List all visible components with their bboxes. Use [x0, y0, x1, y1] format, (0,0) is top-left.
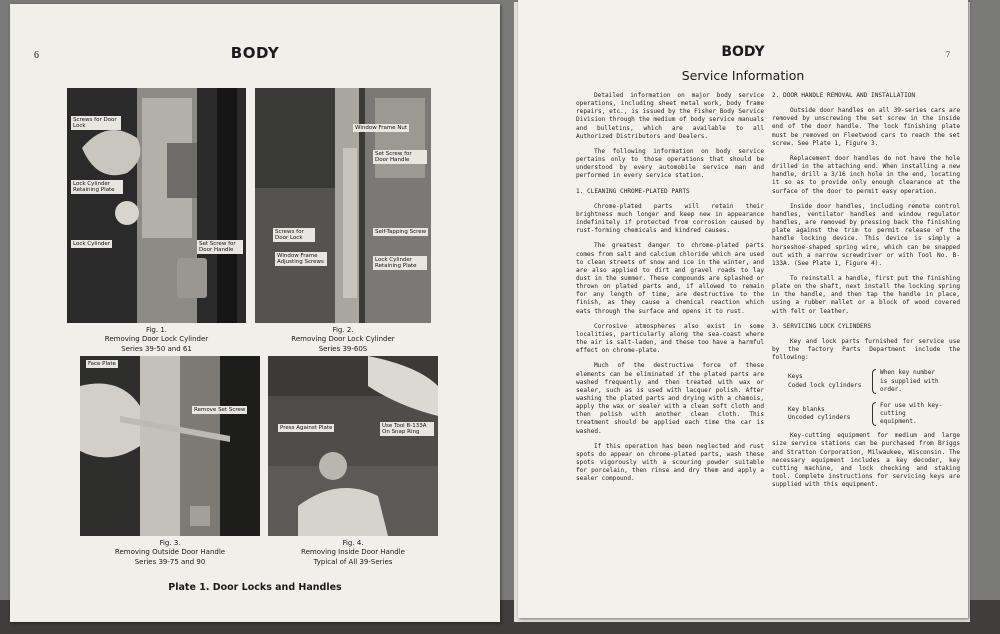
paragraph: Much of the destructive force of these elements can be eliminated if the plated parts are washed frequently and then treated with wax or sealer, such as is used with lacquer polish. After washing the plated parts and drying with a chamois, apply the wax or sealer with a clean soft cloth and then polish with another clean cloth. This treatment should be applied each time the car is washed. [576, 362, 764, 435]
label-self-tapping-screw: Self-Tapping Screw [375, 229, 427, 235]
section-heading: 3. SERVICING LOCK CYLINDERS [772, 322, 872, 330]
figure-4-photo [268, 356, 438, 536]
label-press-against-plate: Press Against Plate [280, 425, 333, 431]
label-use-tool-b133a: Use Tool B-133A On Snap Ring [380, 422, 434, 436]
paragraph: The following information on body service pertains only to those operations that should be understood by every automobile service man and performed in every service station. [576, 147, 764, 180]
key-note: When key number is supplied with order. [880, 369, 939, 393]
label-lock-cylinder-retaining-plate: Lock Cylinder Retaining Plate [71, 180, 123, 194]
brace [872, 402, 876, 426]
paragraph: Detailed information on major body service operations, including sheet metal work, body frame repairs, etc., is issued by the Fisher Body Service Division through the medium of body service manuals and bulletins, which are available to all Authorized Distributors and Dealers. [576, 92, 764, 140]
label-lock-cylinder-retaining-plate: Lock Cylinder Retaining Plate [373, 256, 427, 270]
label-screws-for-door-lock: Screws for Door Lock [71, 116, 121, 130]
page-title: BODY [230, 44, 280, 62]
key-note: For use with key-cutting equipment. [880, 401, 943, 426]
paragraph: The greatest danger to chrome-plated parts comes from salt and calcium chloride which are used to clean streets of snow and ice in the winter, and are also applied to dirt and gravel roads to lay dust in the summer. These compounds are splashed or thrown on plated parts and, if allowed to remain for any length of time, are destructive to the finish, as they cause a chemical reaction which eats through the surface and opens it to rust. [576, 242, 764, 315]
paragraph: Outside door handles on all 39-series cars are removed by unscrewing the set screw in the inside end of the door handle. The lock finishing plate must be removed on Fleetwood cars to reach the set screw. See Plate 1, Figure 3. [772, 107, 960, 147]
figure-4-caption: Fig. 4. Removing Inside Door Handle Typical of All 39-Series [301, 539, 405, 566]
section-heading: 2. DOOR HANDLE REMOVAL AND INSTALLATION [772, 92, 916, 99]
label-lock-cylinder: Lock Cylinder [73, 241, 111, 247]
key-item: Uncoded cylinders [788, 414, 851, 422]
label-window-frame-adjusting-screws: Window Frame Adjusting Screws [275, 252, 327, 266]
figure-2-caption: Fig. 2. Removing Door Lock Cylinder Series 39-60S [291, 326, 395, 353]
brace [872, 369, 876, 393]
paragraph: Key-cutting equipment for medium and large size service stations can be purchased from Briggs and Stratton Corporation, Milwaukee, Wisconsin. The necessary equipment includes a key decoder, key cutting machine, and lock checking and staking tool. Complete instructions for servicing keys are supplied with this equipment. [772, 432, 960, 489]
figure-2-photo [255, 88, 431, 323]
label-remove-set-screw: Remove Set Screw [194, 407, 246, 413]
label-set-screw-for-door-handle: Set Screw for Door Handle [373, 150, 427, 164]
plate-caption: Plate 1. Door Locks and Handles [168, 582, 342, 593]
paragraph: To reinstall a handle, first put the finishing plate on the shaft, next install the locking spring in the handle, and then tap the handle in place, using a rubber mallet or a block of wood covered with felt or leather. [772, 274, 960, 315]
figure-3-caption: Fig. 3. Removing Outside Door Handle Series 39-75 and 90 [114, 539, 226, 566]
key-item: Keys [788, 373, 803, 381]
text-column-right [772, 92, 960, 496]
section-heading: 1. CLEANING CHROME-PLATED PARTS [576, 187, 690, 195]
paragraph: Corrosive atmospheres also exist in some localities, particularly along the sea-coast where the air is salt-laden, and these too have a harmful effect on chrome-plate. [576, 322, 764, 355]
label-window-frame-nut: Window Frame Nut [355, 125, 408, 131]
paragraph: Replacement door handles do not have the hole drilled in the attaching end. When installing a new handle, drill a 3/16 inch hole in the end, locating it so as to provide only enough clearance at the surface of the door to permit easy operation. [772, 154, 960, 195]
figure-1-photo [67, 88, 246, 323]
page-title: BODY [721, 44, 765, 60]
key-parts-list [788, 369, 960, 426]
page-subtitle: Service Information [681, 68, 805, 83]
key-item: Key blanks [788, 405, 825, 413]
left-page [10, 4, 500, 622]
page-number: 7 [946, 50, 950, 59]
label-screws-for-door-lock: Screws for Door Lock [273, 228, 315, 242]
right-page [518, 0, 968, 618]
figure-1-caption: Fig. 1. Removing Door Lock Cylinder Series 39-50 and 61 [104, 326, 209, 353]
label-set-screw-for-door-handle: Set Screw for Door Handle [197, 240, 243, 254]
text-column-left [576, 92, 764, 491]
page-number: 6 [34, 50, 39, 61]
label-face-plate: Face Plate [88, 361, 116, 367]
paragraph: Inside door handles, including remote control handles, ventilator handles and window regulator handles, are removed by pressing back the finishing plate against the trim to permit release of the handle locking device. This device is simply a horseshoe-shaped spring wire, which can be snapped out with a narrow screwdriver or with Tool No. B-133A. (See Plate 1, Figure 4). [772, 202, 960, 267]
figure-3-photo [80, 356, 260, 536]
key-item: Coded lock cylinders [788, 381, 862, 389]
paragraph: If this operation has been neglected and rust spots do appear on chrome-plated parts, wash these spots vigorously with a scouring powder suitable for porcelain, then rinse and dry them and apply a sealer compound. [576, 442, 764, 483]
paragraph: Key and lock parts furnished for service use by the factory Parts Department include the following: [772, 337, 960, 362]
paragraph: Chrome-plated parts will retain their brightness much longer and keep new in appearance indefinitely if protected from corrosion caused by rust-forming chemicals and kindred causes. [576, 202, 764, 235]
